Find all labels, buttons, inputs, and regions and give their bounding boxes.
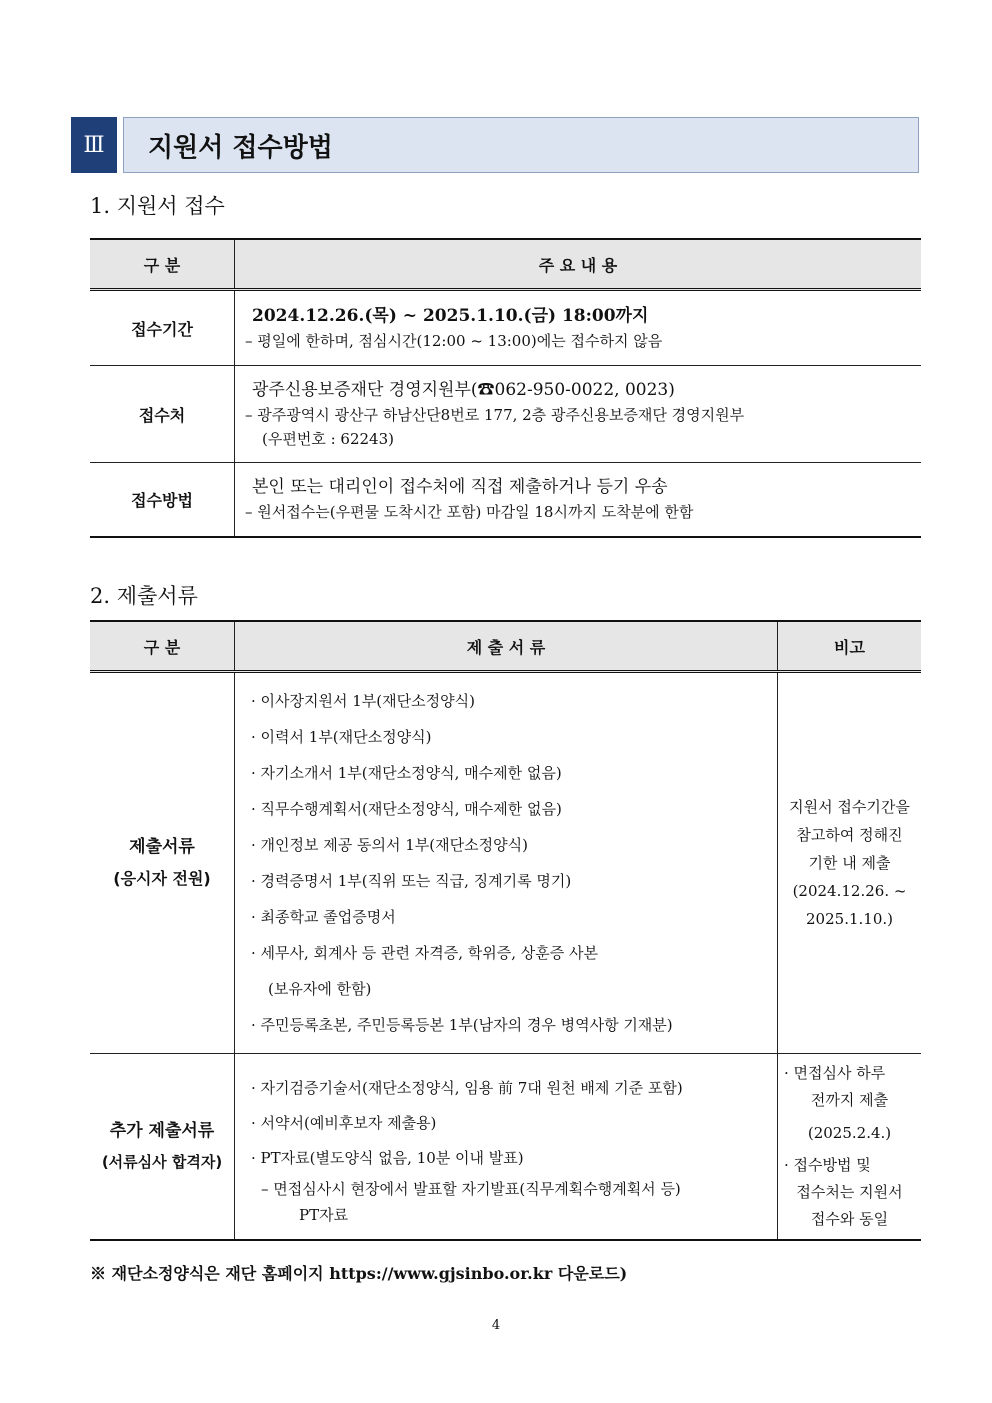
column-header-documents: 제 출 서 류 [235, 621, 778, 672]
list-item: (보유자에 한함) [268, 980, 372, 998]
remark-cell [778, 672, 922, 1054]
list-item: · PT자료(별도양식 없음, 10분 이내 발표) [251, 1148, 524, 1167]
page-number: 4 [491, 1318, 501, 1333]
list-sub-item: – 면접심사시 현장에서 발표할 자기발표(직무계획수행계획서 등) [261, 1179, 681, 1198]
remark-line: · 면접심사 하루 [784, 1063, 886, 1082]
document-list [235, 672, 778, 1054]
row-main-text: 광주신용보증재단 경영지원부(☎062-950-0022, 0023) [252, 379, 675, 400]
remark-line: 접수처는 지원서 [796, 1182, 903, 1201]
table-row [90, 463, 921, 537]
remark-line: 2025.1.10.) [806, 910, 893, 928]
list-sub-item-2: PT자료 [299, 1205, 349, 1224]
list-item: · 자기검증기술서(재단소정양식, 임용 前 7대 원천 배제 기준 포함) [251, 1078, 683, 1097]
row-main-text: 본인 또는 대리인이 접수처에 직접 제출하거나 등기 우송 [252, 476, 668, 497]
row-label: 접수방법 [90, 463, 235, 537]
application-table [90, 238, 921, 538]
table-row [90, 1054, 921, 1240]
row-label: 접수처 [90, 366, 235, 463]
row-content [235, 366, 922, 463]
document-list [235, 1054, 778, 1240]
list-item: · 경력증명서 1부(직위 또는 직급, 징계기록 명기) [251, 872, 572, 890]
table-row [90, 366, 921, 463]
column-header-content: 주 요 내 용 [235, 239, 922, 290]
row-main-text: 2024.12.26.(목) ~ 2025.1.10.(금) 18:00까지 [252, 305, 649, 326]
column-header-category: 구 분 [90, 239, 235, 290]
list-item: · 직무수행계획서(재단소정양식, 매수제한 없음) [251, 800, 562, 818]
row-label-sub: (서류심사 합격자) [101, 1153, 223, 1172]
remark-line: 참고하여 정해진 [796, 826, 903, 844]
section-header [71, 117, 919, 173]
row-sub-text: – 평일에 한하며, 점심시간(12:00 ~ 13:00)에는 접수하지 않음 [245, 331, 663, 350]
remark-line: (2024.12.26. ~ [792, 882, 907, 900]
subheading-application: 1. 지원서 접수 [90, 194, 225, 218]
table-header-row [90, 621, 921, 672]
list-item: · 최종학교 졸업증명서 [251, 908, 396, 926]
remark-line: (2025.2.4.) [807, 1123, 892, 1142]
row-sub-text-2: (우편번호 : 62243) [262, 429, 394, 448]
footnote: ※ 재단소정양식은 재단 홈페이지 https://www.gjsinbo.or.kr 다운로드) [90, 1264, 628, 1283]
section-title: 지원서 접수방법 [148, 132, 333, 163]
list-item: · 자기소개서 1부(재단소정양식, 매수제한 없음) [251, 764, 562, 782]
row-label [90, 672, 235, 1054]
column-header-category: 구 분 [90, 621, 235, 672]
documents-table [90, 620, 921, 1241]
list-item: · 세무사, 회계사 등 관련 자격증, 학위증, 상훈증 사본 [251, 944, 599, 962]
table-header-row [90, 239, 921, 290]
row-label [90, 1054, 235, 1240]
list-item: · 이력서 1부(재단소정양식) [251, 728, 432, 746]
remark-cell [778, 1054, 922, 1240]
row-content [235, 463, 922, 537]
table-row [90, 290, 921, 366]
row-content [235, 290, 922, 366]
remark-line: 지원서 접수기간을 [789, 798, 910, 816]
list-item: · 서약서(예비후보자 제출용) [251, 1113, 437, 1132]
remark-line: 기한 내 제출 [808, 854, 891, 872]
list-item: · 이사장지원서 1부(재단소정양식) [251, 692, 475, 710]
remark-line: 접수와 동일 [810, 1209, 889, 1228]
row-label: 접수기간 [90, 290, 235, 366]
remark-line: 전까지 제출 [810, 1090, 889, 1109]
subheading-documents: 2. 제출서류 [90, 584, 198, 608]
section-number: Ⅲ [71, 117, 117, 173]
remark-line: · 접수방법 및 [784, 1155, 871, 1174]
row-label-main: 추가 제출서류 [109, 1121, 215, 1142]
table-row [90, 672, 921, 1054]
column-header-remark: 비고 [778, 621, 922, 672]
row-sub-text: – 원서접수는(우편물 도착시간 포함) 마감일 18시까지 도착분에 한함 [245, 502, 694, 521]
section-title-box [123, 117, 919, 173]
row-label-sub: (응시자 전원) [113, 869, 211, 888]
list-item: · 주민등록초본, 주민등록등본 1부(남자의 경우 병역사항 기재분) [251, 1016, 673, 1034]
row-label-main: 제출서류 [129, 837, 195, 857]
row-sub-text: – 광주광역시 광산구 하남산단8번로 177, 2층 광주신용보증재단 경영지원부 [245, 405, 745, 424]
list-item: · 개인정보 제공 동의서 1부(재단소정양식) [251, 836, 528, 854]
